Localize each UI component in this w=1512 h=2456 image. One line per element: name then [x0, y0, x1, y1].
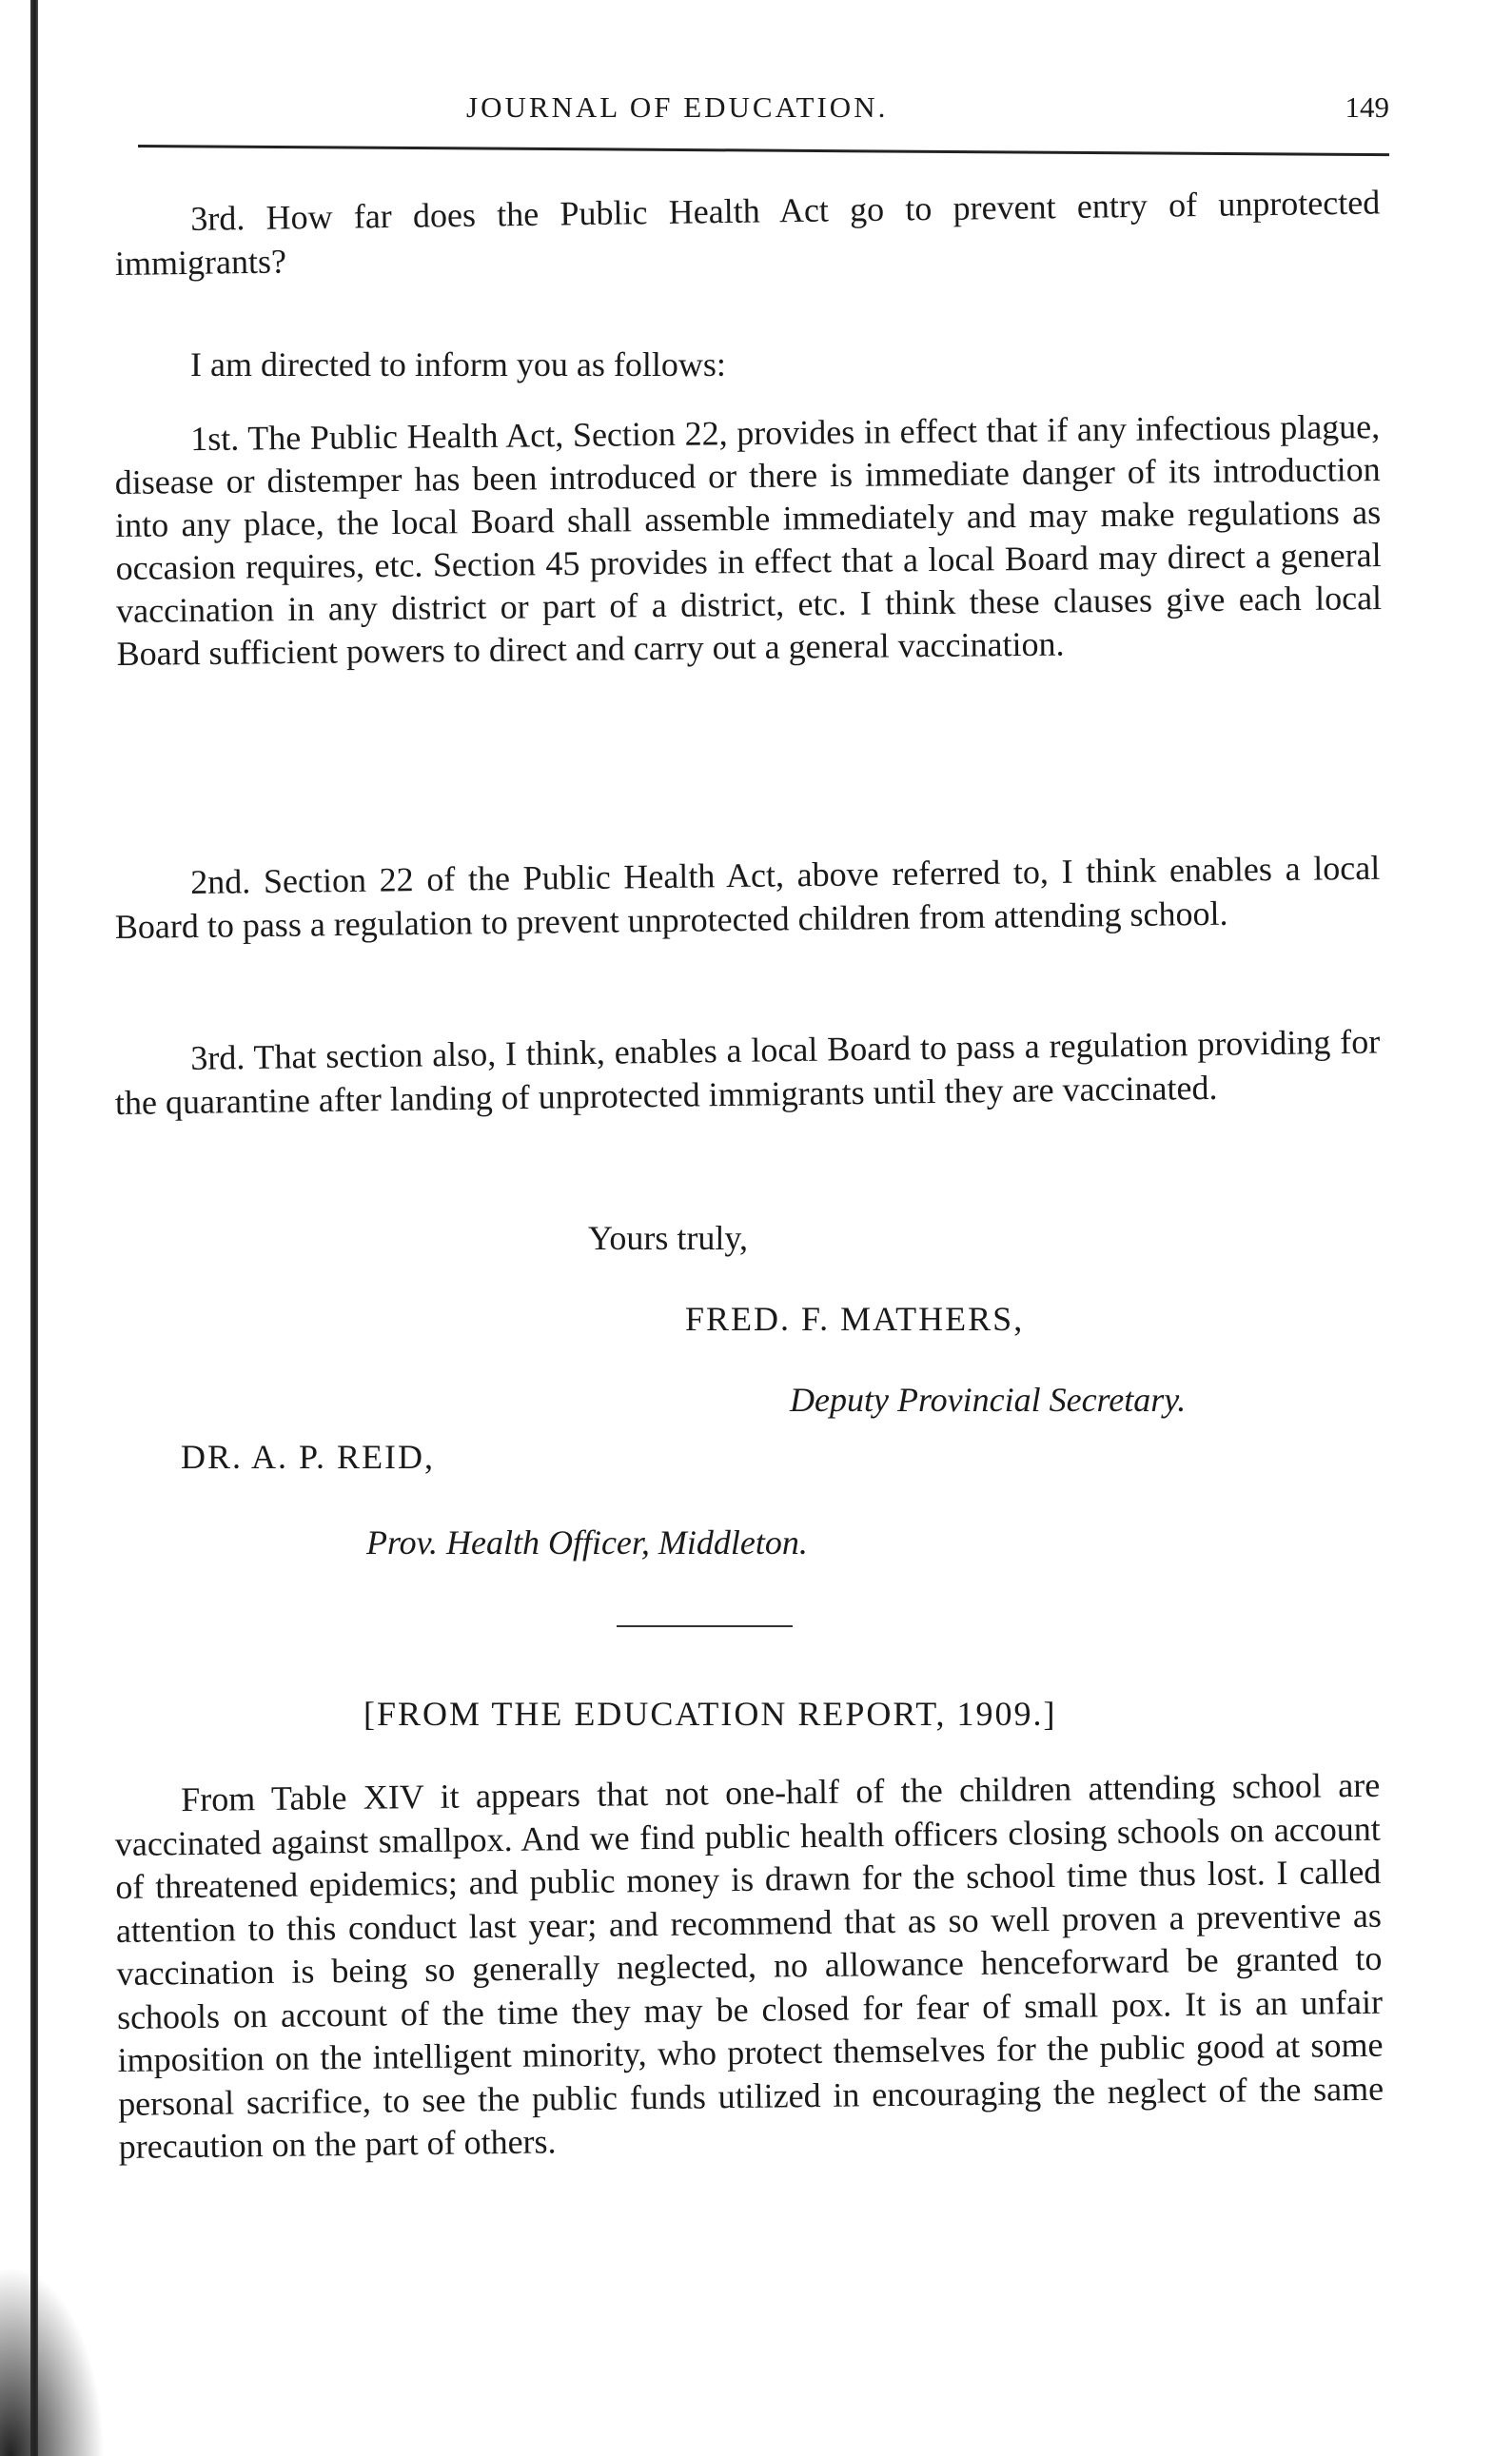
- report-body: [114, 1764, 1384, 2170]
- letter-recipient: DR. A. P. REID,: [181, 1438, 436, 1476]
- page-header: [124, 90, 1389, 138]
- answer-1-text: 1st. The Public Health Act, Section 22, provides in effect that if any infectious plague, disease or distemper has been introduced or there is immediate danger of its introduction into any place, the local Board shall assemble immediately and may make regulations as occasion requires, etc. Section 45 provides in effect that a local Board may direct a general vaccination in any district or part of a district, etc. I think these clauses give each local Board sufficient powers to direct and carry out a general vaccination.: [114, 407, 1383, 673]
- header-rule: [138, 145, 1389, 156]
- section-divider: [617, 1625, 793, 1627]
- letter-answer-2: [114, 846, 1381, 949]
- report-body-text: From Table XIV it appears that not one-half of the children attending school are vaccinated against smallpox. And we find public health officers closing schools on account of threatened epidemics; and public money is drawn for the school time thus lost. I called attention to this conduct last year; and recommend that as so well proven a preventive as vaccination is being so generally neglected, no allowance henceforward be granted to schools on account of the time they may be closed for fear of small pox. It is an unfair imposition on the intelligent minority, who protect themselves for the public good at some personal sacrifice, to see the public funds utilized in encouraging the neglect of the same precaution on the part of others.: [114, 1765, 1384, 2166]
- question-3-text: 3rd. How far does the Public Health Act go to prevent entry of unprotected immigrants?: [114, 183, 1381, 283]
- letter-answer-3: [114, 1019, 1381, 1125]
- letter-question-3: [114, 180, 1381, 285]
- journal-title: JOURNAL OF EDUCATION.: [466, 90, 889, 124]
- letter-closing: Yours truly,: [588, 1219, 749, 1257]
- answer-2-text: 2nd. Section 22 of the Public Health Act, above referred to, I think enables a local Board to pass a regulation to prevent unprotected children from attending school.: [114, 848, 1381, 946]
- report-heading: [FROM THE EDUCATION REPORT, 1909.]: [363, 1695, 1057, 1733]
- recipient-title: Prov. Health Officer, Middleton.: [366, 1523, 808, 1562]
- signature-title: Deputy Provincial Secretary.: [790, 1381, 1187, 1419]
- page-number: 149: [1345, 90, 1389, 124]
- letter-intro: [114, 343, 1380, 386]
- letter-signature: FRED. F. MATHERS,: [685, 1300, 1025, 1338]
- page-corner-shadow: [0, 2266, 105, 2456]
- letter-answer-1: [114, 405, 1383, 676]
- answer-3-text: 3rd. That section also, I think, enables a local Board to pass a regulation providing for the quarantine after landing of unprotected immigrants until they are vaccinated.: [114, 1022, 1381, 1122]
- page-binding-edge: [30, 0, 38, 2456]
- intro-text: I am directed to inform you as follows:: [190, 345, 726, 383]
